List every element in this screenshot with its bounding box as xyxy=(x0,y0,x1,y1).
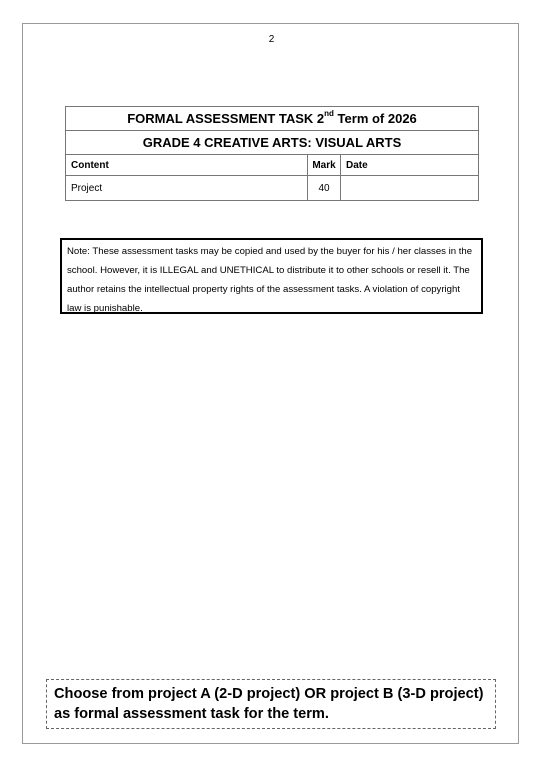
instruction-box: Choose from project A (2-D project) OR project B (3-D project) as formal assessment task for the term. xyxy=(46,679,496,729)
assessment-table xyxy=(65,106,479,201)
row-content: Project xyxy=(66,176,308,201)
table-row xyxy=(66,176,479,201)
row-date xyxy=(341,176,479,201)
title-superscript: nd xyxy=(324,109,334,119)
title-suffix: Term of 2026 xyxy=(333,110,417,126)
header-content: Content xyxy=(66,155,308,176)
header-date: Date xyxy=(341,155,479,176)
row-mark: 40 xyxy=(308,176,341,201)
header-mark: Mark xyxy=(308,155,341,176)
assessment-title xyxy=(66,107,479,131)
assessment-subtitle: GRADE 4 CREATIVE ARTS: VISUAL ARTS xyxy=(66,131,479,155)
page-number: 2 xyxy=(268,34,275,45)
copyright-note: Note: These assessment tasks may be copied and used by the buyer for his / her classes in the school. However, it is ILLEGAL and UNETHICAL to distribute it to other schools or resell it. The author retains the intellectual property rights of the assessment tasks. A violation of copyright law is punishable. xyxy=(60,238,483,314)
title-prefix: FORMAL ASSESSMENT TASK 2 xyxy=(127,110,325,126)
